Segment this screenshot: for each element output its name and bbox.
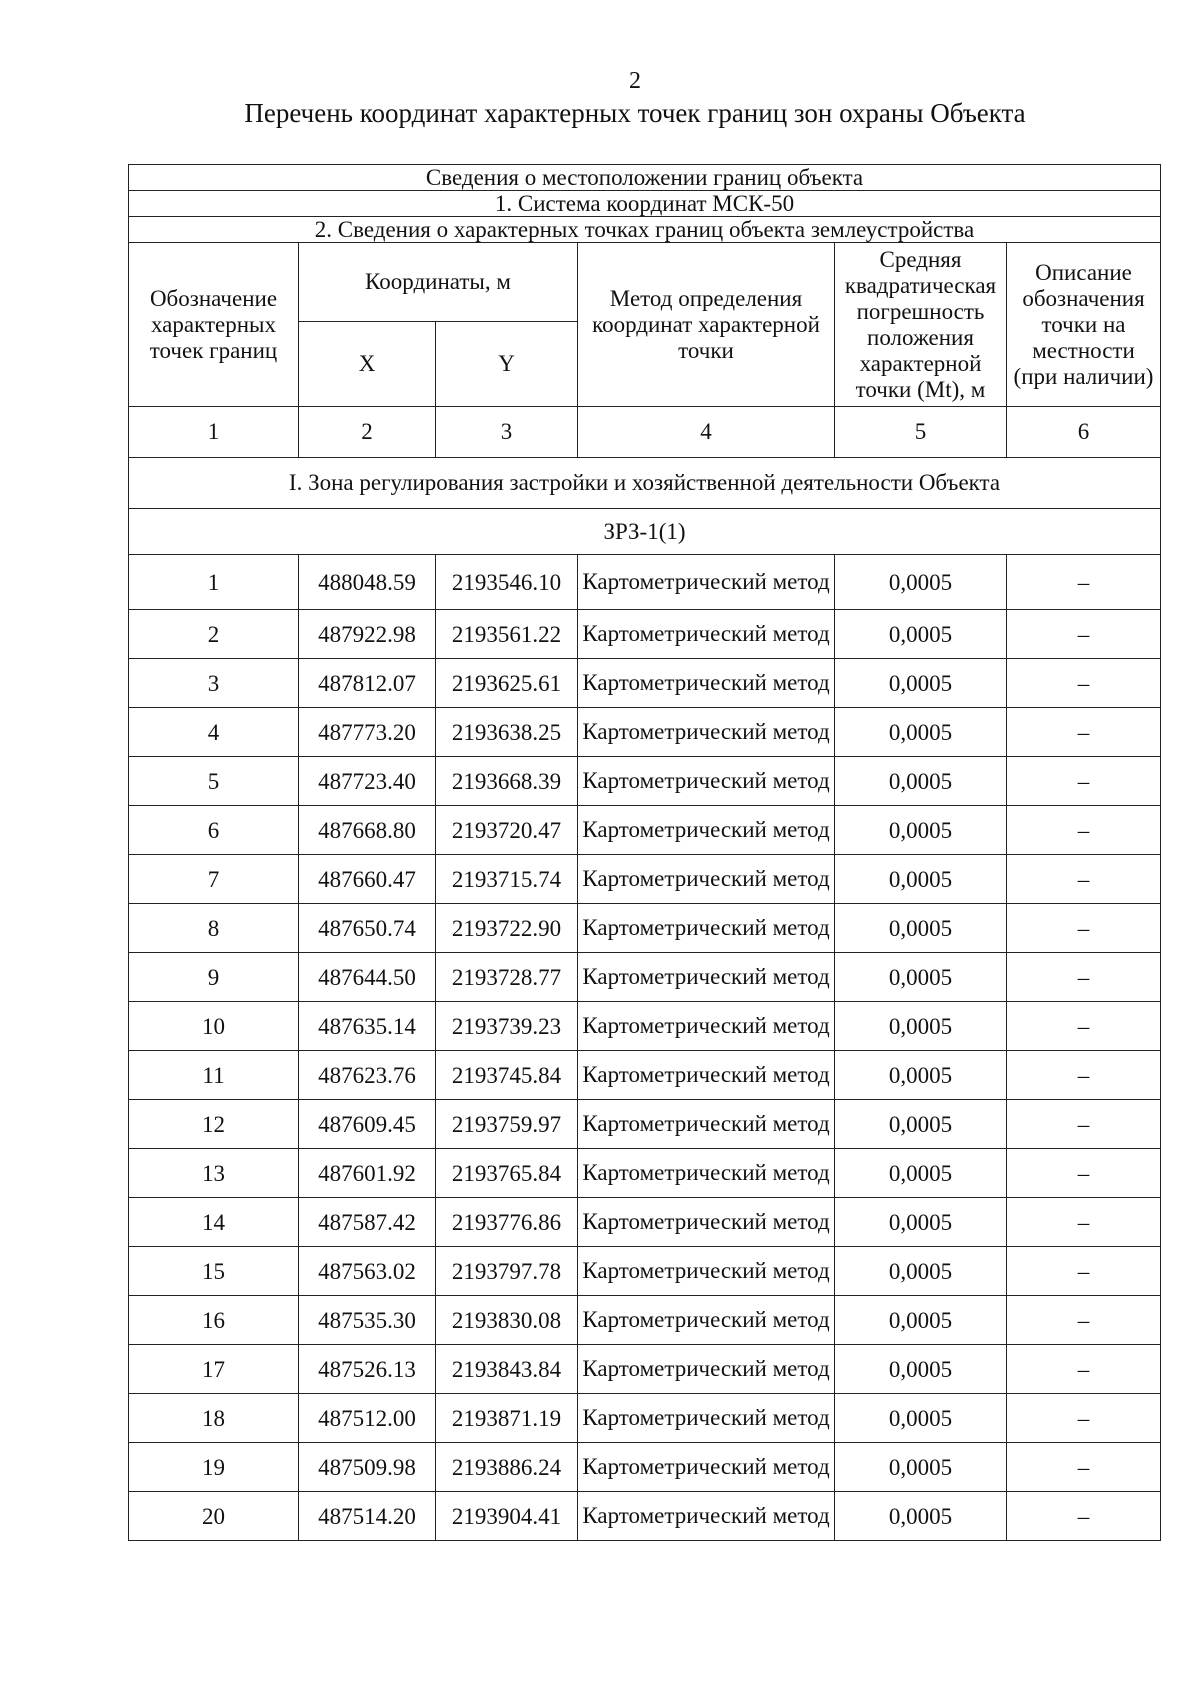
x-coordinate: 487773.20 [299,708,436,757]
y-coordinate: 2193715.74 [436,855,578,904]
error-value: 0,0005 [835,1149,1007,1198]
point-number: 16 [129,1296,299,1345]
column-number: 6 [1007,407,1161,458]
point-number: 14 [129,1198,299,1247]
x-coordinate: 487668.80 [299,806,436,855]
method-cell: Картометрический метод [578,1002,835,1051]
table-row [129,659,1161,708]
table-row [129,555,1161,610]
error-value: 0,0005 [835,855,1007,904]
method-cell: Картометрический метод [578,1394,835,1443]
column-number: 4 [578,407,835,458]
point-number: 11 [129,1051,299,1100]
x-coordinate: 487922.98 [299,610,436,659]
column-header-coordinates: Координаты, м [299,243,578,322]
error-value: 0,0005 [835,1443,1007,1492]
coordinates-table [128,164,1161,1541]
y-coordinate: 2193739.23 [436,1002,578,1051]
table-row [129,1345,1161,1394]
point-number: 9 [129,953,299,1002]
description-cell: – [1007,1443,1161,1492]
table-row [129,1198,1161,1247]
method-cell: Картометрический метод [578,855,835,904]
error-value: 0,0005 [835,953,1007,1002]
error-value: 0,0005 [835,806,1007,855]
error-value: 0,0005 [835,1394,1007,1443]
description-cell: – [1007,757,1161,806]
x-coordinate: 487623.76 [299,1051,436,1100]
table-row [129,757,1161,806]
y-coordinate: 2193722.90 [436,904,578,953]
column-number: 5 [835,407,1007,458]
y-coordinate: 2193776.86 [436,1198,578,1247]
description-cell: – [1007,1345,1161,1394]
description-cell: – [1007,1149,1161,1198]
table-row [129,708,1161,757]
method-cell: Картометрический метод [578,1247,835,1296]
header-location-info: Сведения о местоположении границ объекта [129,165,1161,191]
error-value: 0,0005 [835,1198,1007,1247]
x-coordinate: 487601.92 [299,1149,436,1198]
column-header-y: Y [436,322,578,407]
column-header-point: Обозначение характерных точек границ [129,243,299,407]
table-row [129,953,1161,1002]
x-coordinate: 487509.98 [299,1443,436,1492]
error-value: 0,0005 [835,659,1007,708]
point-number: 1 [129,555,299,610]
point-number: 6 [129,806,299,855]
y-coordinate: 2193728.77 [436,953,578,1002]
x-coordinate: 487650.74 [299,904,436,953]
y-coordinate: 2193546.10 [436,555,578,610]
error-value: 0,0005 [835,1100,1007,1149]
x-coordinate: 487723.40 [299,757,436,806]
method-cell: Картометрический метод [578,1296,835,1345]
error-value: 0,0005 [835,1247,1007,1296]
method-cell: Картометрический метод [578,1051,835,1100]
section-title: I. Зона регулирования застройки и хозяйственной деятельности Объекта [129,458,1161,509]
table-row [129,1247,1161,1296]
zone-label: ЗРЗ-1(1) [129,509,1161,555]
table-row [129,1394,1161,1443]
y-coordinate: 2193843.84 [436,1345,578,1394]
method-cell: Картометрический метод [578,1149,835,1198]
x-coordinate: 487587.42 [299,1198,436,1247]
table-row [129,1002,1161,1051]
header-points-info: 2. Сведения о характерных точках границ объекта землеустройства [129,217,1161,243]
column-number: 2 [299,407,436,458]
point-number: 5 [129,757,299,806]
description-cell: – [1007,1051,1161,1100]
page-title: Перечень координат характерных точек границ зон охраны Объекта [244,98,1026,128]
description-cell: – [1007,1002,1161,1051]
method-cell: Картометрический метод [578,757,835,806]
column-header-method: Метод определения координат характерной точки [578,243,835,407]
error-value: 0,0005 [835,904,1007,953]
description-cell: – [1007,1198,1161,1247]
method-cell: Картометрический метод [578,1100,835,1149]
method-cell: Картометрический метод [578,659,835,708]
point-number: 12 [129,1100,299,1149]
method-cell: Картометрический метод [578,1492,835,1541]
error-value: 0,0005 [835,757,1007,806]
point-number: 3 [129,659,299,708]
method-cell: Картометрический метод [578,904,835,953]
table-row [129,1443,1161,1492]
x-coordinate: 487609.45 [299,1100,436,1149]
description-cell: – [1007,610,1161,659]
error-value: 0,0005 [835,610,1007,659]
point-number: 4 [129,708,299,757]
point-number: 15 [129,1247,299,1296]
y-coordinate: 2193720.47 [436,806,578,855]
error-value: 0,0005 [835,1492,1007,1541]
page-number: 2 [629,68,641,94]
description-cell: – [1007,1247,1161,1296]
description-cell: – [1007,855,1161,904]
table-row [129,1296,1161,1345]
description-cell: – [1007,708,1161,757]
x-coordinate: 487812.07 [299,659,436,708]
column-number: 1 [129,407,299,458]
point-number: 20 [129,1492,299,1541]
y-coordinate: 2193638.25 [436,708,578,757]
description-cell: – [1007,1492,1161,1541]
table-row [129,610,1161,659]
x-coordinate: 487514.20 [299,1492,436,1541]
point-number: 7 [129,855,299,904]
method-cell: Картометрический метод [578,1443,835,1492]
x-coordinate: 487535.30 [299,1296,436,1345]
x-coordinate: 487660.47 [299,855,436,904]
x-coordinate: 487512.00 [299,1394,436,1443]
point-number: 10 [129,1002,299,1051]
table-row [129,1149,1161,1198]
x-coordinate: 487526.13 [299,1345,436,1394]
method-cell: Картометрический метод [578,1345,835,1394]
error-value: 0,0005 [835,555,1007,610]
error-value: 0,0005 [835,1296,1007,1345]
description-cell: – [1007,953,1161,1002]
table-row [129,1100,1161,1149]
x-coordinate: 487635.14 [299,1002,436,1051]
y-coordinate: 2193904.41 [436,1492,578,1541]
point-number: 17 [129,1345,299,1394]
table-row [129,904,1161,953]
description-cell: – [1007,659,1161,708]
method-cell: Картометрический метод [578,610,835,659]
y-coordinate: 2193765.84 [436,1149,578,1198]
table-row [129,1051,1161,1100]
header-coordinate-system: 1. Система координат МСК-50 [129,191,1161,217]
table-row [129,1492,1161,1541]
y-coordinate: 2193625.61 [436,659,578,708]
point-number: 2 [129,610,299,659]
column-header-x: X [299,322,436,407]
description-cell: – [1007,1394,1161,1443]
y-coordinate: 2193886.24 [436,1443,578,1492]
description-cell: – [1007,1100,1161,1149]
error-value: 0,0005 [835,1051,1007,1100]
error-value: 0,0005 [835,708,1007,757]
point-number: 19 [129,1443,299,1492]
y-coordinate: 2193830.08 [436,1296,578,1345]
description-cell: – [1007,555,1161,610]
table-row [129,855,1161,904]
method-cell: Картометрический метод [578,806,835,855]
point-number: 13 [129,1149,299,1198]
column-header-error: Средняя квадратическая погрешность положения характерной точки (Mt), м [835,243,1007,407]
table-row [129,806,1161,855]
method-cell: Картометрический метод [578,555,835,610]
method-cell: Картометрический метод [578,708,835,757]
error-value: 0,0005 [835,1002,1007,1051]
description-cell: – [1007,904,1161,953]
y-coordinate: 2193745.84 [436,1051,578,1100]
point-number: 18 [129,1394,299,1443]
y-coordinate: 2193668.39 [436,757,578,806]
description-cell: – [1007,806,1161,855]
method-cell: Картометрический метод [578,953,835,1002]
y-coordinate: 2193561.22 [436,610,578,659]
column-number: 3 [436,407,578,458]
error-value: 0,0005 [835,1345,1007,1394]
y-coordinate: 2193759.97 [436,1100,578,1149]
point-number: 8 [129,904,299,953]
y-coordinate: 2193797.78 [436,1247,578,1296]
y-coordinate: 2193871.19 [436,1394,578,1443]
description-cell: – [1007,1296,1161,1345]
x-coordinate: 487644.50 [299,953,436,1002]
column-header-description: Описание обозначения точки на местности (при наличии) [1007,243,1161,407]
x-coordinate: 488048.59 [299,555,436,610]
x-coordinate: 487563.02 [299,1247,436,1296]
method-cell: Картометрический метод [578,1198,835,1247]
